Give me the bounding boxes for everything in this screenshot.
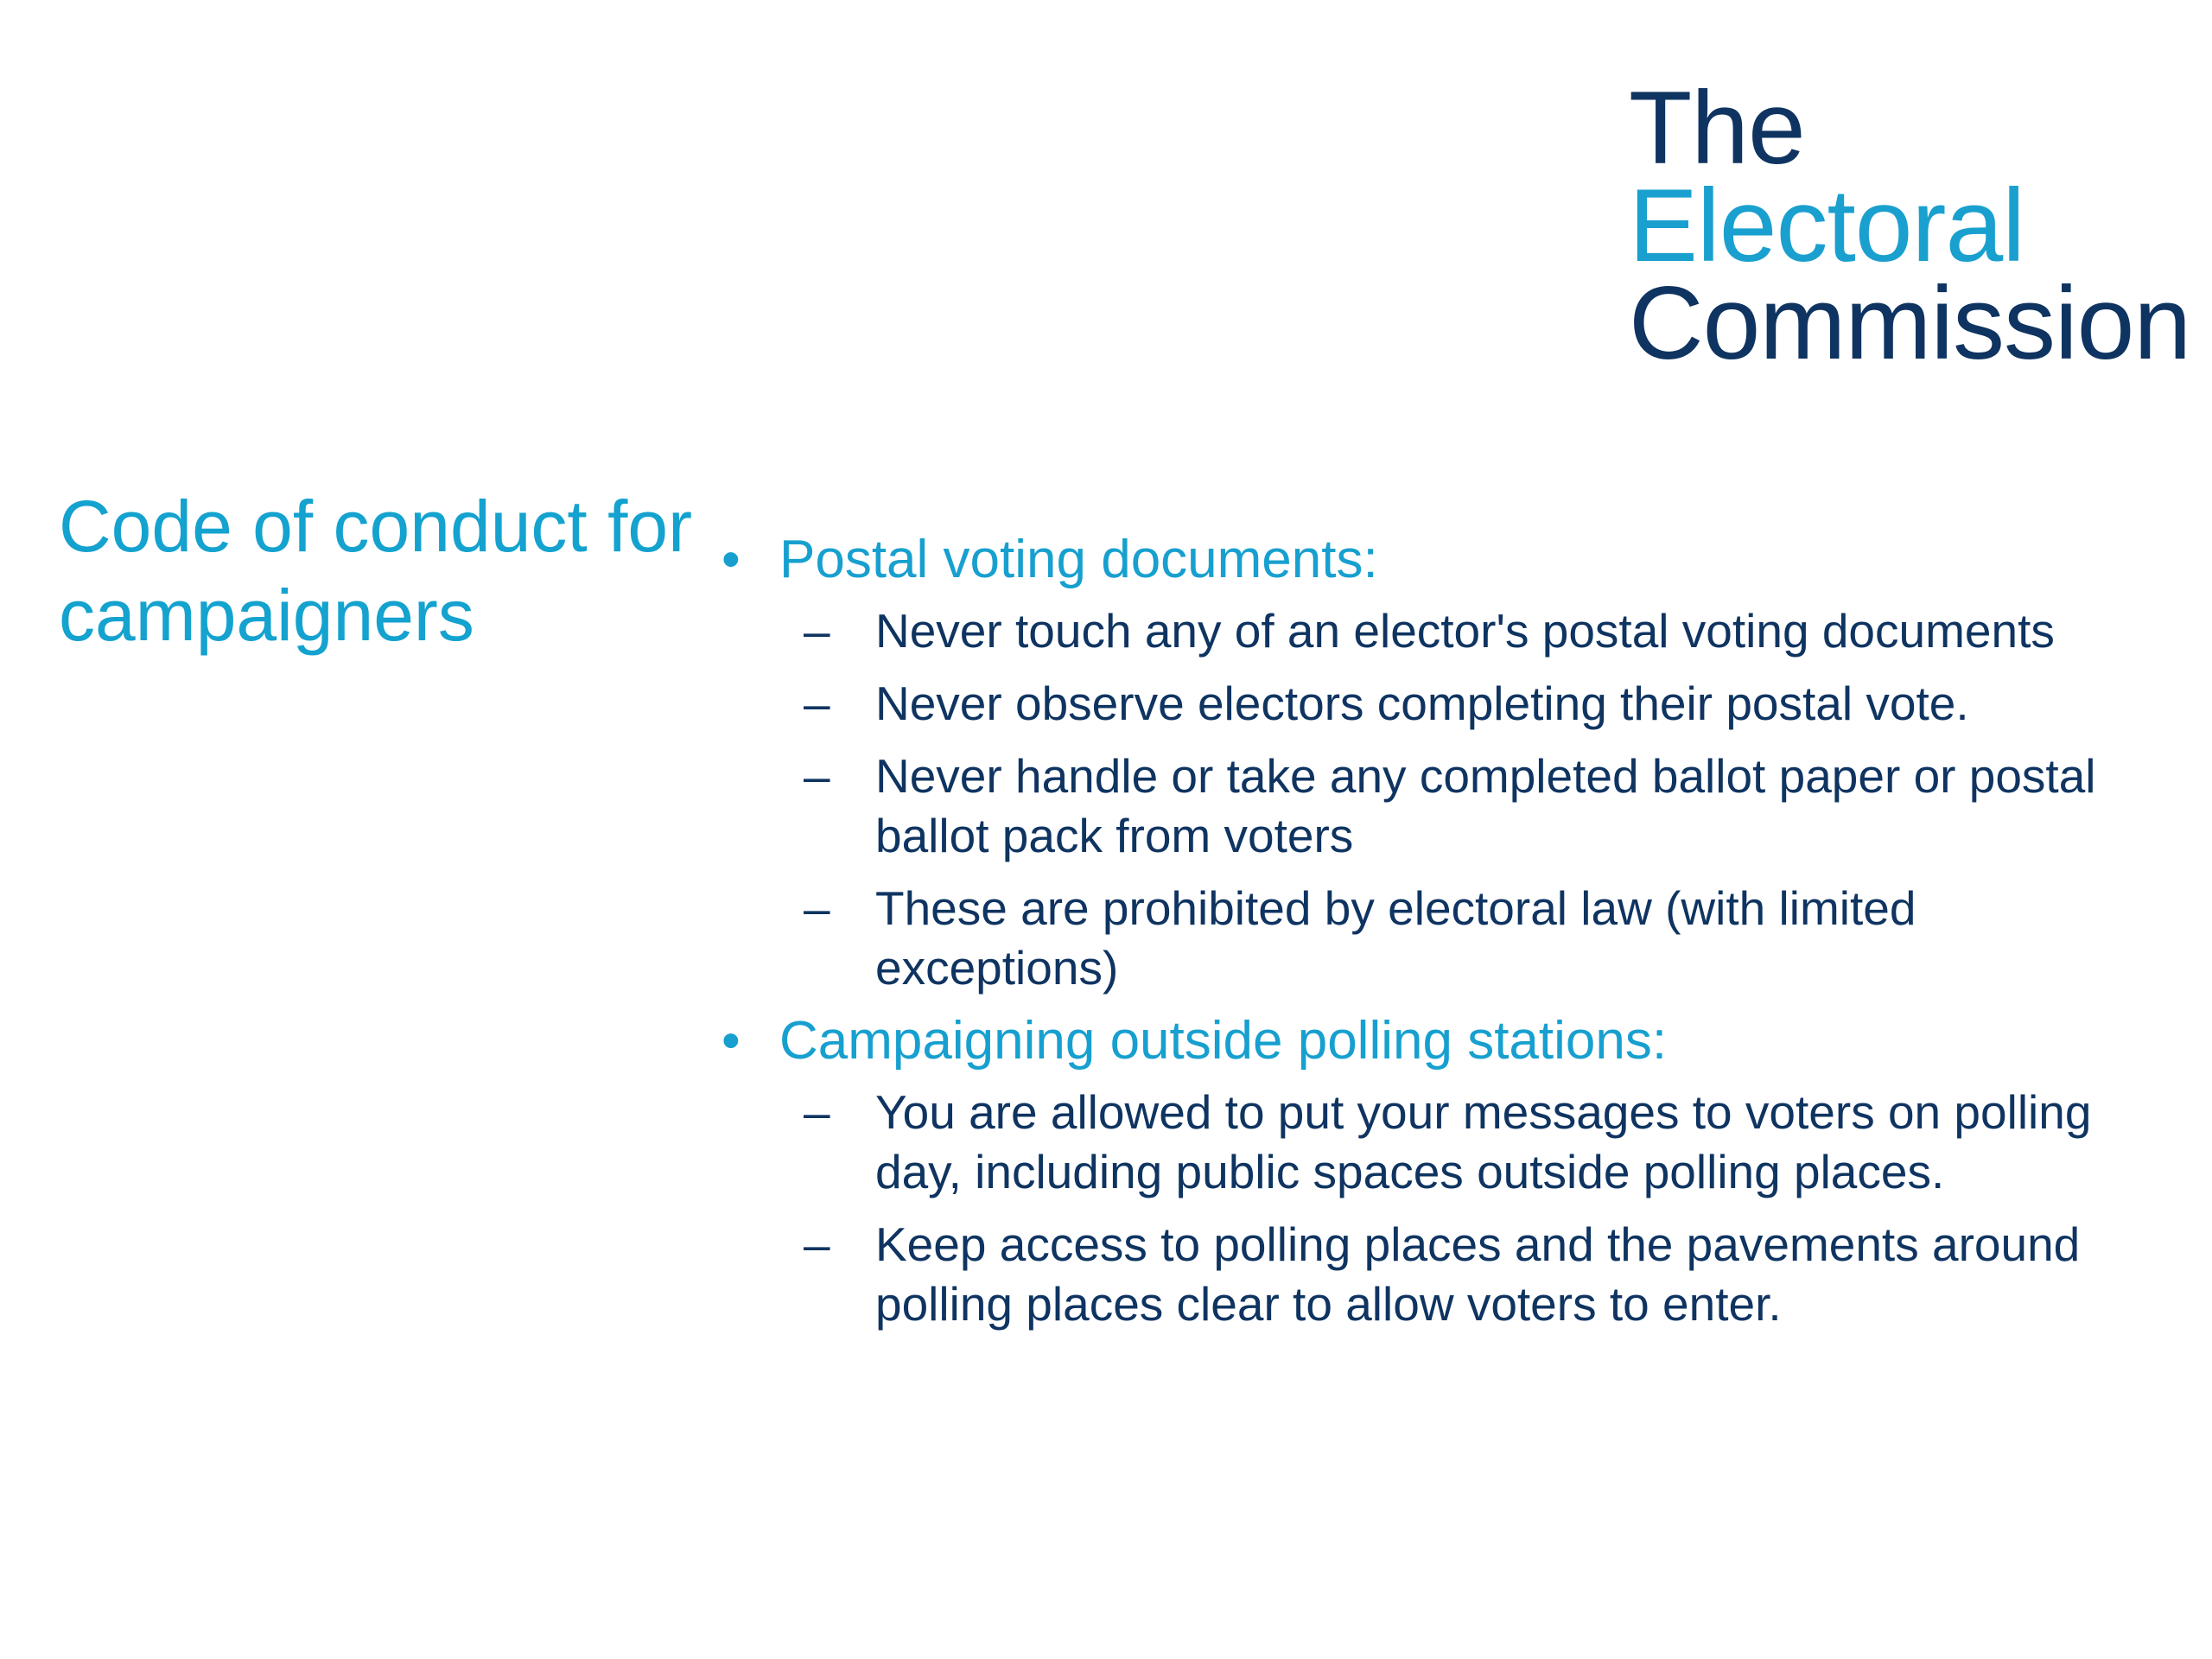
sub-item — [717, 1215, 2186, 1334]
sub-item-line: – Keep access to polling places and the pavements around — [875, 1217, 2081, 1271]
slide-title-line-1: Code of conduct for — [59, 486, 693, 567]
sub-item-line: day, including public spaces outside polling places. — [875, 1145, 1945, 1198]
sub-item-line: – Never observe electors completing their postal vote. — [875, 677, 1969, 730]
sub-item — [717, 674, 2186, 734]
sub-item-line: exceptions) — [875, 941, 1119, 995]
section-campaigning-outside-polling — [717, 1010, 2186, 1334]
electoral-commission-logo — [1629, 70, 2191, 381]
sub-item-line: – Never touch any of an elector's postal voting documents — [875, 604, 2055, 658]
bullet-heading: • Postal voting documents: — [717, 529, 2186, 591]
logo-line-commission: Commission — [1629, 265, 2191, 381]
logo-line-the: The — [1629, 70, 1805, 186]
slide-title-line-2: campaigners — [59, 575, 474, 656]
sub-item-line: ballot pack from voters — [875, 809, 1354, 862]
sub-item-line: polling places clear to allow voters to enter. — [875, 1277, 1782, 1331]
sub-list — [717, 1083, 2186, 1334]
bullet-heading: • Campaigning outside polling stations: — [717, 1010, 2186, 1072]
sub-item-line: – Never handle or take any completed ballot paper or postal — [875, 749, 2096, 803]
sub-item-line: – These are prohibited by electoral law (with limited — [875, 881, 1916, 935]
logo-line-electoral: Electoral — [1629, 168, 2024, 283]
sub-item — [717, 747, 2186, 866]
section-postal-voting — [717, 529, 2186, 998]
sub-item-line: – You are allowed to put your messages to voters on polling — [875, 1085, 2092, 1139]
slide-body — [717, 529, 2186, 1334]
sub-list — [717, 601, 2186, 998]
sub-item — [717, 879, 2186, 998]
sub-item — [717, 601, 2186, 661]
slide-title — [59, 482, 733, 660]
sub-item — [717, 1083, 2186, 1202]
